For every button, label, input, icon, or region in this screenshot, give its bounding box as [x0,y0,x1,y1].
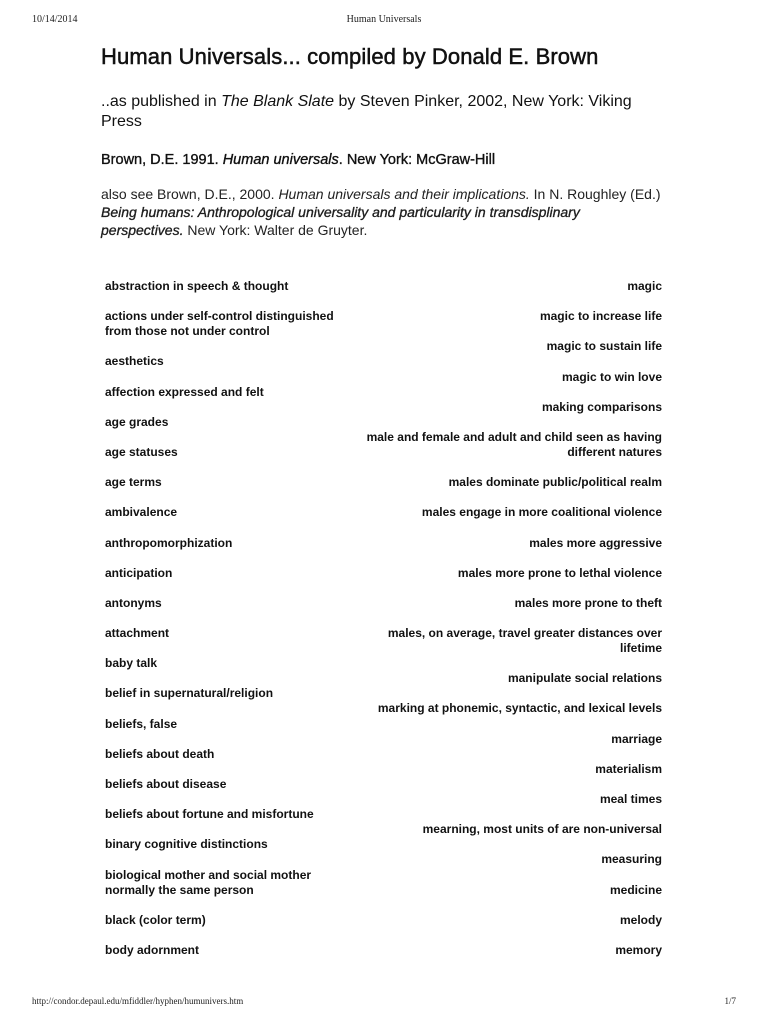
list-item: aesthetics [105,354,164,369]
publication-note [101,92,661,132]
list-item: making comparisons [541,399,662,414]
also-see-part-1: also see Brown, D.E., 2000. [101,186,279,202]
list-item: magic to increase life [539,309,662,324]
list-item: measuring [601,852,662,867]
list-item: abstraction in speech & thought [105,279,289,293]
list-item: belief in supernatural/religion [105,686,274,701]
list-item: marriage [611,731,662,746]
list-item: anthropomorphization [105,535,233,550]
list-item: attachment [105,626,170,641]
list-item: manipulate social relations [507,671,662,686]
list-item: ambivalence [105,505,178,520]
universals-list [105,279,662,995]
list-item: age statuses [105,444,178,459]
list-item: magic [627,279,662,293]
list-item: materialism [595,761,662,776]
book-title: The Blank Slate [221,93,335,110]
list-item: males more prone to theft [514,595,662,610]
list-item: beliefs about death [105,746,215,761]
list-item: magic to win love [561,369,662,384]
list-item: anticipation [105,565,173,580]
list-item: actions under self-control distinguished from those not under control [105,309,334,339]
list-item: beliefs, false [105,716,178,731]
list-item: marking at phonemic, syntactic, and lexical levels [377,701,662,716]
list-item: memory [615,942,662,957]
citation [101,150,661,170]
list-item: affection expressed and felt [105,384,264,399]
list-item: males dominate public/political realm [448,475,662,490]
citation-post: . New York: McGraw-Hill [338,152,496,168]
list-item: beliefs about fortune and misfortune [105,807,314,822]
list-item: antonyms [105,595,162,610]
list-item: binary cognitive distinctions [105,837,268,852]
list-item: males engage in more coalitional violence [421,505,662,520]
list-item: mearning, most units of are non-universal [422,822,662,837]
list-item: biological mother and social mother normally the same person [105,867,312,897]
list-item: male and female and adult and child seen as having different natures [366,429,662,459]
page-number: 1/7 [724,996,736,1006]
universals-right-column [352,279,662,973]
publication-note-pre: ..as published in [101,93,222,110]
citation-pre: Brown, D.E. 1991. [101,152,223,168]
list-item: age terms [105,475,162,490]
list-item: baby talk [105,656,158,671]
list-item: medicine [609,882,662,897]
list-item: age grades [105,414,169,429]
page-title: Human Universals... compiled by Donald E. Brown [101,44,599,69]
also-see-part-2: Human universals and their implications. [278,186,530,202]
print-header [32,14,736,30]
list-item: meal times [599,792,662,806]
list-item: males, on average, travel greater distances over lifetime [387,626,662,656]
universals-left-column [105,279,345,973]
list-item: body adornment [105,942,200,957]
list-item: black (color term) [105,912,206,927]
also-see-part-5: New York: Walter de Gruyter. [183,222,368,238]
list-item: melody [619,912,662,927]
citation-book: Human universals [222,152,339,168]
list-item: magic to sustain life [546,339,662,354]
also-see-reference [101,185,661,239]
print-footer [32,996,736,1012]
list-item: males more aggressive [529,535,662,550]
publication-note-post: by Steven Pinker, 2002, New York: Viking Press [101,93,632,130]
print-title: Human Universals [346,14,422,25]
page-url: http://condor.depaul.edu/mfiddler/hyphen/humunivers.htm [32,996,244,1006]
list-item: males more prone to lethal violence [457,565,662,580]
also-see-part-3: In N. Roughley (Ed.) [529,186,661,202]
print-date: 10/14/2014 [32,14,78,25]
list-item: beliefs about disease [105,777,227,791]
also-see-part-4: Being humans: Anthropological universality and particularity in transdisplinary perspectives. [101,204,580,238]
document-body [101,42,661,239]
